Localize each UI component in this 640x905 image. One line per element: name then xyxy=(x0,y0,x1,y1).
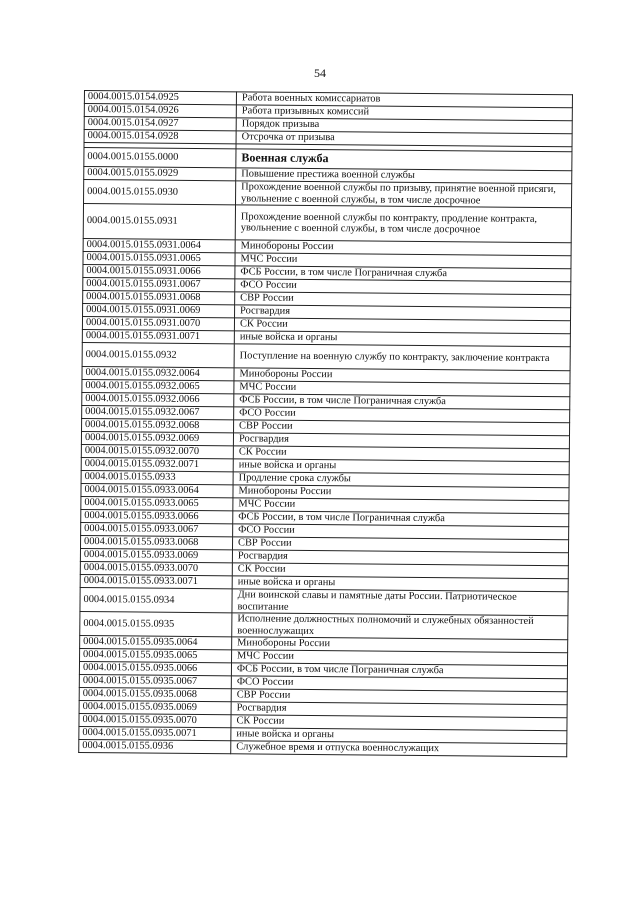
code-cell: 0004.0015.0155.0931.0071 xyxy=(82,329,234,343)
code-cell: 0004.0015.0155.0933.0068 xyxy=(80,535,232,549)
code-cell: 0004.0015.0155.0934 xyxy=(80,587,232,612)
code-cell: 0004.0015.0155.0932.0067 xyxy=(82,405,234,419)
name-cell: ФСБ России, в том числе Пограничная служба xyxy=(234,394,570,410)
name-cell: иные войска и органы xyxy=(231,728,567,744)
name-cell: ФСБ России, в том числе Пограничная служба xyxy=(235,266,571,282)
code-cell: 0004.0015.0155.0935.0068 xyxy=(79,687,231,701)
code-cell: 0004.0015.0155.0936 xyxy=(79,739,231,753)
name-cell: Служебное время и отпуска военнослужащих xyxy=(231,741,567,757)
name-cell: ФСО России xyxy=(234,407,570,423)
name-cell: Поступление на военную службу по контракту, заключение контракта xyxy=(234,344,570,371)
code-cell: 0004.0015.0155.0933.0066 xyxy=(81,509,233,523)
code-cell: 0004.0015.0155.0931.0067 xyxy=(83,277,235,291)
name-cell: Дни воинской славы и памятные даты России. Патриотическое воспитание xyxy=(232,589,568,616)
name-cell: СК России xyxy=(234,318,570,334)
name-cell: Росгвардия xyxy=(233,433,569,449)
code-cell: 0004.0015.0155.0931.0069 xyxy=(83,303,235,317)
code-cell: 0004.0015.0155.0931.0068 xyxy=(83,290,235,304)
name-cell: Росгвардия xyxy=(232,550,568,566)
name-cell: СК России xyxy=(231,715,567,731)
name-cell: Минобороны России xyxy=(234,368,570,384)
name-cell: ФСБ России, в том числе Пограничная служба xyxy=(233,511,569,527)
code-cell: 0004.0015.0155.0933 xyxy=(81,470,233,484)
name-cell: Работа военных комиссариатов xyxy=(236,92,572,108)
name-cell: Отсрочка от призыва xyxy=(236,131,572,147)
name-cell: СВР России xyxy=(231,689,567,705)
code-cell: 0004.0015.0155.0935 xyxy=(80,611,232,636)
name-cell: СК России xyxy=(232,563,568,579)
code-cell: 0004.0015.0155.0935.0067 xyxy=(79,674,231,688)
name-cell: Минобороны России xyxy=(233,485,569,501)
name-cell: Работа призывных комиссий xyxy=(236,105,572,121)
code-cell: 0004.0015.0155.0000 xyxy=(84,148,236,168)
name-cell: иные войска и органы xyxy=(234,331,570,347)
code-cell: 0004.0015.0155.0932.0071 xyxy=(81,457,233,471)
code-cell: 0004.0015.0154.0928 xyxy=(84,130,236,144)
table-row xyxy=(83,204,571,243)
name-cell: МЧС России xyxy=(234,381,570,397)
name-cell: Исполнение должностных полномочий и служебных обязанностей военнослужащих xyxy=(232,613,568,640)
name-cell: Росгвардия xyxy=(235,305,571,321)
code-cell: 0004.0015.0155.0933.0064 xyxy=(81,483,233,497)
code-cell: 0004.0015.0155.0931.0066 xyxy=(83,264,235,278)
name-cell: Прохождение военной службы по контракту, продление контракта, увольнение с военной службы, в том числе досрочное xyxy=(235,205,571,243)
code-cell: 0004.0015.0155.0931.0064 xyxy=(83,238,235,252)
code-cell: 0004.0015.0154.0927 xyxy=(84,117,236,131)
name-cell: иные войска и органы xyxy=(233,459,569,475)
name-cell: МЧС России xyxy=(232,650,568,666)
code-cell: 0004.0015.0155.0930 xyxy=(84,180,236,205)
name-cell: Прохождение военной службы по призыву, принятие военной присяги, увольнение с военной службы, в том числе досрочное xyxy=(236,181,572,208)
name-cell: Порядок призыва xyxy=(236,118,572,134)
name-cell: МЧС России xyxy=(235,253,571,269)
code-cell: 0004.0015.0155.0932.0070 xyxy=(81,444,233,458)
classifier-table xyxy=(78,90,573,757)
name-cell: СВР России xyxy=(232,537,568,553)
code-cell: 0004.0015.0155.0932.0066 xyxy=(82,392,234,406)
code-cell: 0004.0015.0155.0932.0069 xyxy=(81,431,233,445)
code-cell: 0004.0015.0155.0935.0066 xyxy=(79,661,231,675)
code-cell: 0004.0015.0155.0935.0071 xyxy=(79,726,231,740)
code-cell: 0004.0015.0155.0935.0064 xyxy=(80,635,232,649)
code-cell: 0004.0015.0154.0926 xyxy=(84,104,236,118)
name-cell: иные войска и органы xyxy=(232,576,568,592)
name-cell: МЧС России xyxy=(233,498,569,514)
code-cell: 0004.0015.0155.0933.0070 xyxy=(80,561,232,575)
code-cell: 0004.0015.0155.0932.0065 xyxy=(82,379,234,393)
name-cell: ФСО России xyxy=(235,279,571,295)
name-cell: Минобороны России xyxy=(232,637,568,653)
code-cell: 0004.0015.0155.0932.0064 xyxy=(82,366,234,380)
code-cell: 0004.0015.0155.0931.0065 xyxy=(83,251,235,265)
name-cell: Минобороны России xyxy=(235,240,571,256)
code-cell: 0004.0015.0155.0931 xyxy=(83,204,235,240)
code-cell: 0004.0015.0155.0933.0065 xyxy=(81,496,233,510)
code-cell: 0004.0015.0155.0929 xyxy=(84,167,236,181)
name-cell: СВР России xyxy=(234,420,570,436)
code-cell: 0004.0015.0155.0932.0068 xyxy=(82,418,234,432)
code-cell: 0004.0015.0154.0925 xyxy=(84,91,236,105)
name-cell: ФСБ России, в том числе Пограничная служба xyxy=(231,663,567,679)
code-cell: 0004.0015.0155.0933.0069 xyxy=(80,548,232,562)
name-cell: ФСО России xyxy=(233,524,569,540)
name-cell: Повышение престижа военной службы xyxy=(236,168,572,184)
section-heading-cell: Военная служба xyxy=(236,149,572,171)
name-cell: СВР России xyxy=(235,292,571,308)
name-cell: СК России xyxy=(233,446,569,462)
code-cell: 0004.0015.0155.0933.0071 xyxy=(80,574,232,588)
page-number: 54 xyxy=(314,66,326,80)
code-cell: 0004.0015.0155.0935.0065 xyxy=(80,648,232,662)
classifier-table-body xyxy=(79,91,573,757)
code-cell: 0004.0015.0155.0931.0070 xyxy=(82,316,234,330)
name-cell: ФСО России xyxy=(231,676,567,692)
code-cell: 0004.0015.0155.0935.0070 xyxy=(79,713,231,727)
code-cell: 0004.0015.0155.0933.0067 xyxy=(81,522,233,536)
name-cell: Росгвардия xyxy=(231,702,567,718)
code-cell: 0004.0015.0155.0932 xyxy=(82,342,234,367)
code-cell: 0004.0015.0155.0935.0069 xyxy=(79,700,231,714)
name-cell: Продление срока службы xyxy=(233,472,569,488)
